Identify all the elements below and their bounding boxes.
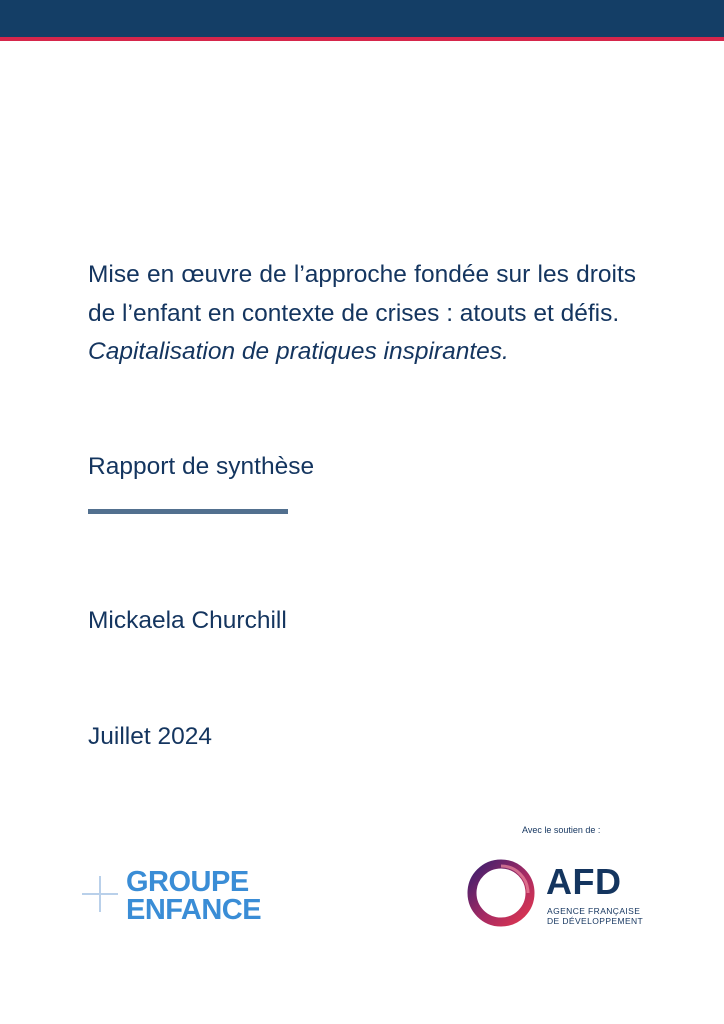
title-subtitle: Capitalisation de pratiques inspirantes. bbox=[88, 338, 509, 365]
title-main: Mise en œuvre de l’approche fondée sur les droits de l’enfant en contexte de crises : atouts et défis. bbox=[88, 261, 636, 327]
logo-word-groupe: GROUPE bbox=[126, 866, 249, 898]
author-name: Mickaela Churchill bbox=[88, 607, 287, 634]
publication-date: Juillet 2024 bbox=[88, 723, 212, 750]
afd-ring-icon bbox=[466, 858, 536, 928]
divider bbox=[88, 509, 288, 514]
header-accent-line bbox=[0, 37, 724, 41]
report-type: Rapport de synthèse bbox=[88, 453, 315, 480]
header-bar bbox=[0, 0, 724, 37]
afd-subtitle-line2: DE DÉVELOPPEMENT bbox=[547, 916, 644, 926]
afd-logo bbox=[466, 858, 646, 930]
support-label: Avec le soutien de : bbox=[522, 825, 601, 835]
logo-word-enfance: ENFANCE bbox=[126, 894, 262, 926]
afd-subtitle-line1: AGENCE FRANÇAISE bbox=[547, 906, 641, 916]
afd-name: AFD bbox=[546, 861, 622, 902]
groupe-enfance-logo bbox=[82, 866, 292, 926]
plus-icon bbox=[82, 876, 118, 912]
document-title bbox=[88, 256, 636, 372]
